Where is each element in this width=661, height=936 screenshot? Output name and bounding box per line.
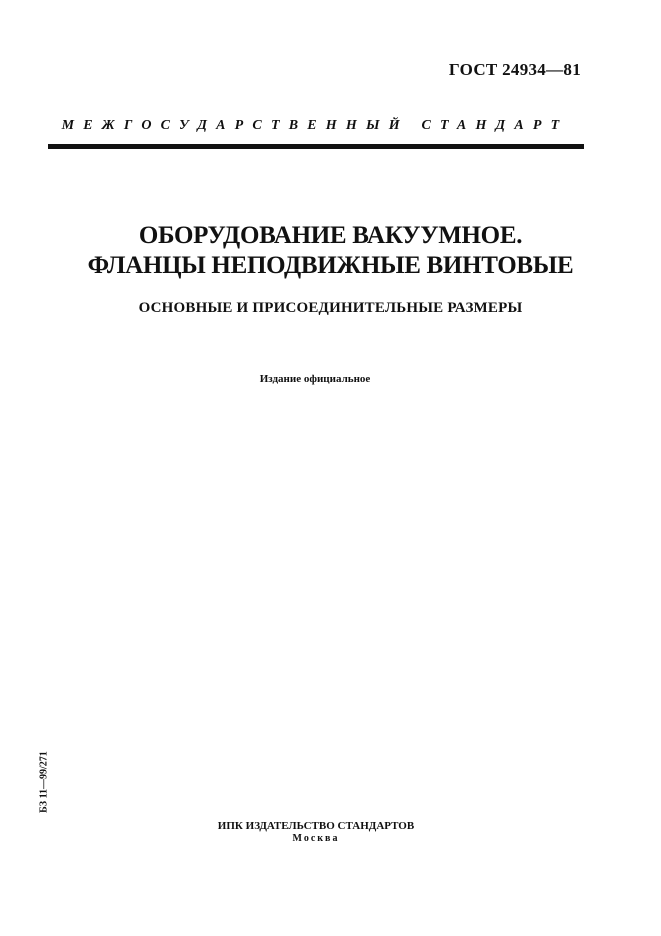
document-subtitle: ОСНОВНЫЕ И ПРИСОЕДИНИТЕЛЬНЫЕ РАЗМЕРЫ: [138, 300, 523, 316]
standard-type-heading: МЕЖГОСУДАРСТВЕННЫЙ СТАНДАРТ: [61, 118, 569, 133]
edition-label: Издание официальное: [259, 373, 371, 385]
header-divider: [48, 144, 584, 149]
gost-number: ГОСТ 24934—81: [448, 60, 581, 79]
publisher-city: Москва: [292, 833, 340, 844]
publisher-name: ИПК ИЗДАТЕЛЬСТВО СТАНДАРТОВ: [217, 820, 415, 832]
side-catalog-code: БЗ 11—99/271: [38, 751, 50, 813]
title-line-2: ФЛАНЦЫ НЕПОДВИЖНЫЕ ВИНТОВЫЕ: [87, 252, 574, 279]
title-line-1: ОБОРУДОВАНИЕ ВАКУУМНОЕ.: [138, 222, 523, 249]
document-title: [0, 221, 661, 281]
